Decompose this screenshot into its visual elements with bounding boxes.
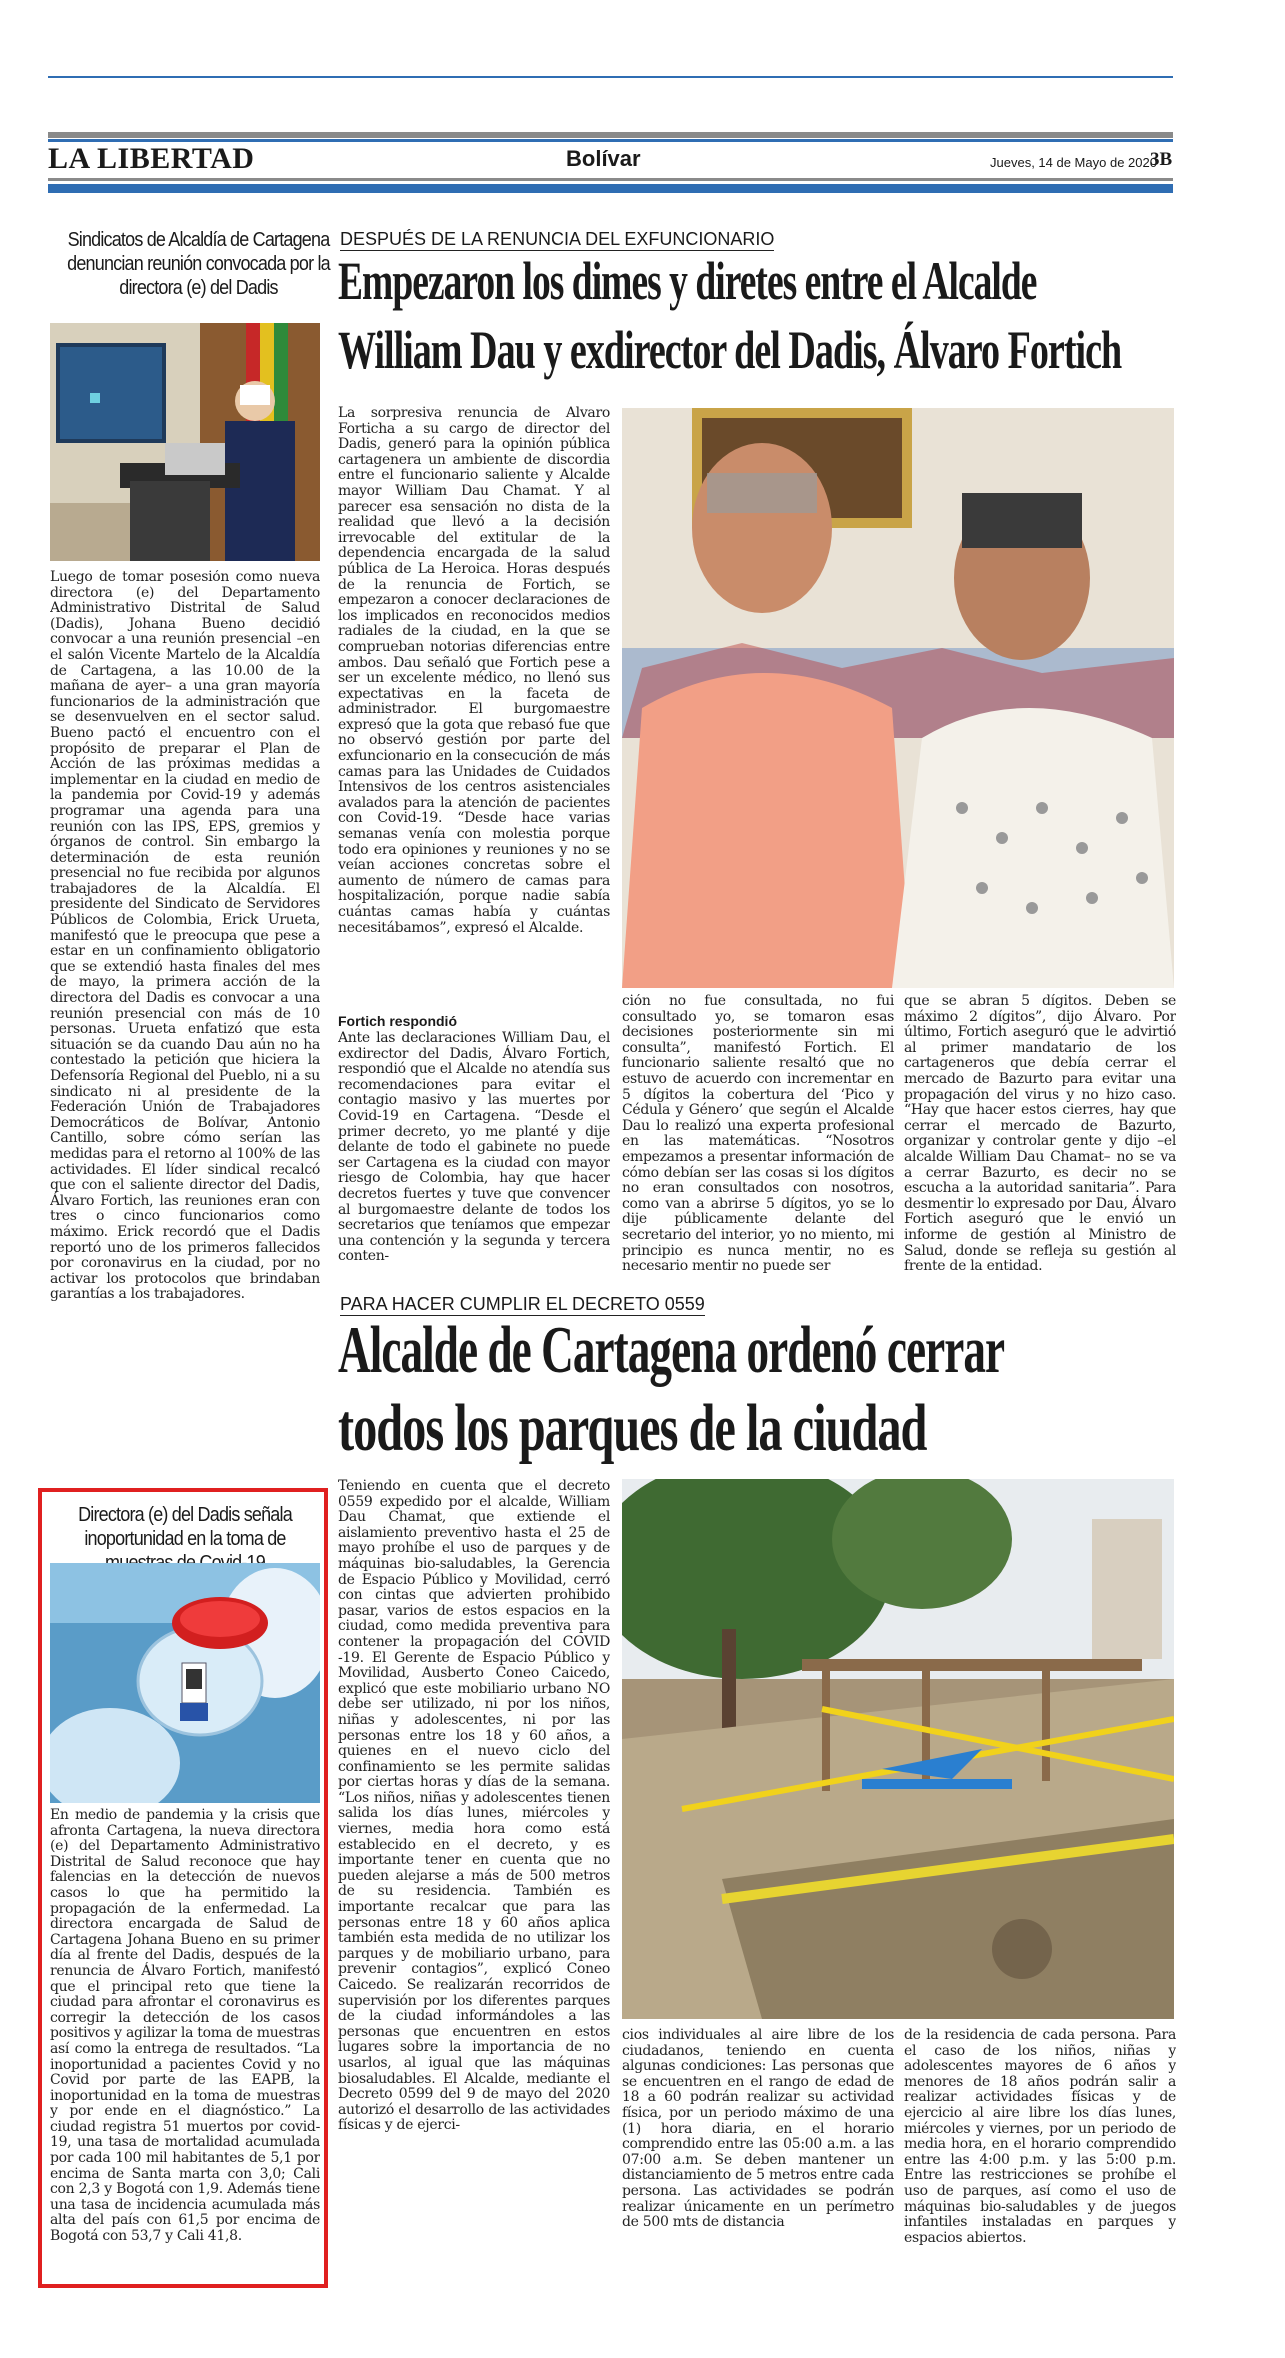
- story1-subhead: Fortich respondió: [338, 1013, 457, 1029]
- story1-col1-top: La sorpresiva renuncia de Álvaro Forticha a su cargo de director del Dadis, generó para la opinión pública cartagenera un ambiente de discordia entre el funcionario saliente y Alcalde mayor William Dau Chamat. Y al parecer esa sensación no dista de la realidad que llevó a la decisión irrevocable del extitular de la dependencia encargada de la salud pública de La Heroica. Horas después de la renuncia de Fortich, se empezaron a conocer declaraciones de los implicados en reconocidos medios radiales de la ciudad, en la que se comprueban notorias diferencias entre ambos. Dau señaló que Fortich pese a ser un excelente médico, no llenó sus expectativas en la faceta de administrador. El burgomaestre expresó que la gota que rebasó fue que no observó gestión por parte del exfuncionario en la consecución de más camas para las Unidades de Cuidados Intensivos de los centros asistenciales avalados para la atención de pacientes con Covid-19. “Desde hace varias semanas venía con molestia porque todo era opiniones y reuniones y no se veían acciones concretas sobre el aumento de número de camas para hospitalización, porque nadie sabía cuántas camas había y cuántas necesitábamos”, expresó el Alcalde.: [338, 406, 610, 936]
- section-name: Bolívar: [566, 146, 641, 171]
- story2-col1: Teniendo en cuenta que el decreto 0559 expedido por el alcalde, William Dau Chamat, que extiende el aislamiento preventivo hasta el 25 de mayo prohíbe el uso de parques y de máquinas bio-saludables, la Gerencia de Espacio Público y Movilidad, cerró con cintas que advierten prohibido pasar, varios de estos espacios en la ciudad, como medida preventiva para contener la propagación del COVID -19. El Gerente de Espacio Público y Movilidad, Ausberto Coneo Caicedo, explicó que este mobiliario urbano NO debe ser utilizado, ni por los niños, niñas y adolescentes, ni por las personas entre los 18 y 60 años, a quienes en el nuevo ciclo del confinamiento se les permite salidas por ciertas horas y días de la semana. “Los niños, niñas y adolescentes tienen salida los días lunes, miércoles y viernes, media hora como está establecido en el decreto, y es importante tener en cuenta que no pueden alejarse a más de 500 metros de su residencia. También es importante recalcar que para las personas entre 18 y 60 años aplica también esta medida de no utilizar los parques y de mobiliario urbano, para prevenir contagios”, explicó Coneo Caicedo. Se realizarán recorridos de supervisión por los diferentes parques de la ciudad informándoles a las personas que encuentren en estos lugares sobre la importancia de no usarlos, al igual que las máquinas biosaludables. El Alcalde, mediante el Decreto 0599 del 9 de mayo del 2020 autorizó el desarrollo de las actividades físicas y de ejerci-: [338, 1479, 610, 2134]
- story1-headline-line1: Empezaron los dimes y diretes entre el Alcalde: [338, 251, 1037, 311]
- story2-headline-line1: Alcalde de Cartagena ordenó cerrar: [338, 1313, 1005, 1387]
- page-number: 3B: [1150, 149, 1173, 170]
- sidebar-story2-photo: [50, 1563, 320, 1803]
- top-rule: [48, 76, 1173, 78]
- story1-col1-bottom: Ante las declaraciones William Dau, el exdirector del Dadis, Álvaro Fortich, respondió que el Alcalde no atendía sus recomendaciones para evitar el contagio masivo y las muertes por Covid-19 en Cartagena. “Desde el primer decreto, yo me planté y dije delante de todo el gabinete no puede ser Cartagena es la ciudad con mayor riesgo de Colombia, hay que hacer decretos fuertes y tuve que convencer al burgomaestre delante de todos los secretarios que teníamos que empezar una contención y la segunda y tercera conten-: [338, 1031, 610, 1265]
- masthead-rule-bottom-gray: [48, 178, 1173, 181]
- story1-col3: que se abran 5 dígitos. Deben se máximo 2 dígitos”, dijo Álvaro. Por último, Fortich aseguró que le advirtió al primer mandatario de los cartageneros que debía cerrar el mercado de Bazurto para evitar una propagación del virus y no hizo caso. “Hay que hacer estos cierres, hay que cerrar el mercado de Bazurto, organizar y controlar gente y dijo –el alcalde William Dau Chamat– no se va a cerrar Bazurto, es decir no se escucha a la autoridad sanitaria”. Para desmentir lo expresado por Dau, Álvaro Fortich aseguró que le envió un informe de gestión al Ministro de Salud, donde se refleja su gestión al frente de la entidad.: [904, 994, 1176, 1275]
- sidebar-story1-body: Luego de tomar posesión como nueva directora (e) del Departamento Administrativo Distrital de Salud (Dadis), Johana Bueno decidió convocar a una reunión presencial –en el salón Vicente Martelo de la Alcaldía de Cartagena, a las 10.00 de la mañana de ayer– a una gran mayoría funcionarios de la administración que se desenvuelven en el sector salud. Bueno pactó el encuentro con el propósito de preparar el Plan de Acción de las próximas medidas a implementar en la ciudad en medio de la pandemia por Covid-19 y además programar una agenda para una reunión con las IPS, EPS, gremios y órganos de control. Sin embargo la determinación de esta reunión presencial no fue recibida por algunos trabajadores de la Alcaldía. El presidente del Sindicato de Servidores Públicos de Colombia, Erick Urueta, manifestó que le preocupa que pese a estar en un confinamiento obligatorio que se extendió hasta finales del mes de mayo, la primera acción de la directora del Dadis es convocar a una reunión presencial con más de 10 personas. Urueta enfatizó que esta situación se da cuando Dau aún no ha contestado la petición que hiciera la Defensoría Regional del Pueblo, ni a su sindicato ni al presidente de la Federación Unión de Trabajadores Democráticos de Bolívar, Antonio Cantillo, sobre cómo serían las medidas para el retorno al 100% de las actividades. El líder sindical recalcó que con el saliente director del Dadis, Álvaro Fortich, las reuniones eran con tres o cinco funcionarios como máximo. Erick recordó que el Dadis reportó uno de los primeros fallecidos por coronavirus en la ciudad, por no activar los protocolos que brindaban garantías a los trabajadores.: [50, 570, 320, 1303]
- sidebar-story1-headline: Sindicatos de Alcaldía de Cartagena denuncian reunión convocada por la directora (e) del Dadis: [67, 229, 330, 299]
- story1-kicker: DESPUÉS DE LA RENUNCIA DEL EXFUNCIONARIO: [340, 229, 775, 249]
- story2-kicker: PARA HACER CUMPLIR EL DECRETO 0559: [340, 1294, 705, 1314]
- story1-bottom-block: [338, 1013, 610, 1297]
- sidebar-story2-headline: Directora (e) del Dadis señala inoportunidad en la toma de: [78, 1504, 292, 1550]
- masthead-rule-bottom-blue: [48, 184, 1173, 193]
- story2-col3: de la residencia de cada persona. Para el caso de los niños, niñas y adolescentes mayores de 6 años y menores de 18 años podrán salir a realizar actividades físicas y de ejercicio al aire libre los días lunes, miércoles y viernes, por un periodo de media hora, en el horario comprendido entre las 4:00 p.m. y las 5:00 p.m. Entre las restricciones se prohíbe el uso de parques, así como el uso de máquinas bio-saludables y de juegos infantiles instaladas en parques y espacios abiertos.: [904, 2028, 1176, 2246]
- story2-photo: [622, 1479, 1174, 2019]
- story1-headline-line2: William Dau y exdirector del Dadis, Álvaro Fortich: [338, 320, 1122, 380]
- issue-date: Jueves, 14 de Mayo de 2020: [990, 155, 1157, 170]
- sidebar-story1-photo: [50, 323, 320, 561]
- story1-photo: [622, 408, 1174, 988]
- story2-col2: cios individuales al aire libre de los ciudadanos, teniendo en cuenta algunas condiciones: Las personas que se encuentren en el rango de edad de 18 a 60 podrán realizar su actividad física, por un periodo máximo de una (1) hora diaria, en el horario comprendido entre las 05:00 a.m. a las 07:00 a.m. Se deben mantener un distanciamiento de 5 metros entre cada persona. Las actividades se podrán realizar únicamente en un perímetro de 500 mts de distancia: [622, 2028, 894, 2231]
- paper-name: LA LIBERTAD: [48, 142, 255, 175]
- sidebar-story2-body: En medio de pandemia y la crisis que afronta Cartagena, la nueva directora (e) del Departamento Administrativo Distrital de Salud reconoce que hay falencias en la detección de nuevos casos lo que ha permitido la propagación de la enfermedad. La directora encargada de Salud de Cartagena Johana Bueno en su primer día al frente del Dadis, después de la renuncia de Álvaro Fortich, manifestó que el principal reto que tiene la ciudad para afrontar el coronavirus es corregir la detección de los casos positivos y agilizar la toma de muestras así como la entrega de resultados. “La inoportunidad a pacientes Covid y no Covid por parte de las EAPB, la inoportunidad en la toma de muestras y por ende en el diagnóstico.” La ciudad registra 51 muertos por covid-19, una tasa de mortalidad acumulada por cada 100 mil habitantes de 5,1 por encima de Santa marta con 3,0; Cali con 2,3 y Bogotá con 1,9. Además tiene una tasa de incidencia acumulada más alta del país con 61,5 por encima de Bogotá con 53,7 y Cali 41,8.: [50, 1808, 320, 2245]
- story1-col2: ción no fue consultada, no fui consultado yo, se tomaron esas decisiones posteriormente sin mi consulta”, manifestó Fortich. El funcionario saliente resaltó que no estuvo de acuerdo con incrementar en 5 dígitos la cobertura del ‘Pico y Cédula y Género’ que según el Alcalde Dau lo realizó una experta profesional en las matemáticas. “Nosotros empezamos a presentar información de cómo debían ser las cosas si los dígitos no eran consultados con nosotros, como van a abrirse 5 dígitos, yo se lo dije públicamente delante del secretario del interior, yo no miento, mi principio es nunca mentir, no es necesario mentir no puede ser: [622, 994, 894, 1275]
- story2-headline-line2: todos los parques de la ciudad: [338, 1391, 927, 1465]
- masthead-rule-top: [48, 132, 1173, 138]
